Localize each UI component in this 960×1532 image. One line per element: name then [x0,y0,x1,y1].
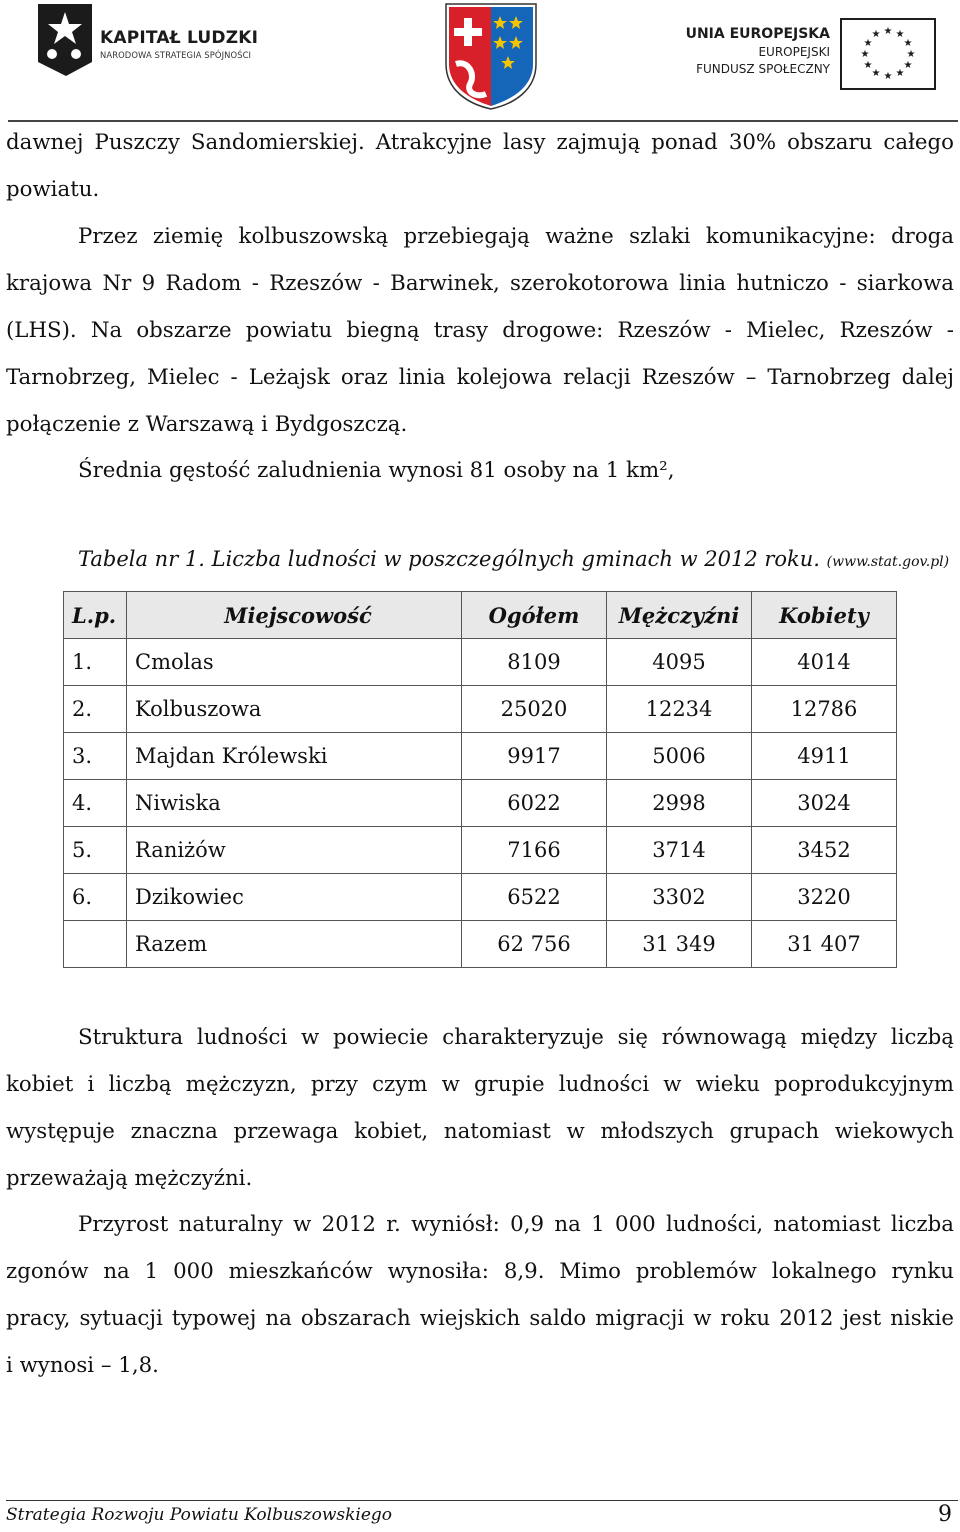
table-cell: 2998 [607,780,752,827]
kapital-ludzki-subtitle: NARODOWA STRATEGIA SPÓJNOŚCI [100,50,252,60]
column-header: Kobiety [752,592,897,639]
svg-text:★: ★ [871,29,881,40]
table-row [64,733,897,780]
coat-of-arms-icon [442,2,540,110]
footer-title: Strategia Rozwoju Powiatu Kolbuszowskiego [6,1505,393,1525]
column-header: L.p. [64,592,127,639]
text-line: zgonów na 1 000 mieszkańców wynosiła: 8,9. Mimo problemów lokalnego rynku [6,1259,954,1284]
table-cell: 3220 [752,874,897,921]
table-row [64,827,897,874]
text-line: przeważają mężczyźni. [6,1166,253,1191]
table-cell: Raniżów [127,827,462,874]
table-cell: 4014 [752,639,897,686]
svg-text:★: ★ [860,49,870,60]
text-line: Przez ziemię kolbuszowską przebiegają ważne szlaki komunikacyjne: droga [78,224,954,249]
table-total-row [64,921,897,968]
column-header: Mężczyźni [607,592,752,639]
eu-fund-line2: FUNDUSZ SPOŁECZNY [696,62,830,76]
text-line: dawnej Puszczy Sandomierskiej. Atrakcyjne lasy zajmują ponad 30% obszaru całego [6,130,954,155]
svg-text:★: ★ [863,60,873,71]
table-source: (www.stat.gov.pl) [826,554,950,570]
text-line: Struktura ludności w powiecie charakteryzuje się równowagą między liczbą [78,1025,954,1050]
table-cell: 3024 [752,780,897,827]
table-cell: 5. [64,827,127,874]
text-line: powiatu. [6,177,100,202]
text-line: występuje znaczna przewaga kobiet, natomiast w młodszych grupach wiekowych [6,1119,954,1144]
svg-text:★: ★ [903,38,913,49]
text-line: Tarnobrzeg, Mielec - Leżajsk oraz linia kolejowa relacji Rzeszów – Tarnobrzeg dalej [6,365,954,390]
population-table [63,591,897,968]
table-cell: 6522 [462,874,607,921]
text-line: i wynosi – 1,8. [6,1353,159,1378]
table-cell: 12234 [607,686,752,733]
svg-text:★: ★ [895,68,905,79]
table-row [64,874,897,921]
table-cell: 4911 [752,733,897,780]
table-cell: 3452 [752,827,897,874]
svg-text:★: ★ [871,68,881,79]
table-cell: Cmolas [127,639,462,686]
table-cell: 6022 [462,780,607,827]
paragraph-growth [6,1201,954,1389]
page-header [0,0,960,118]
text-line: Średnia gęstość zaludnienia wynosi 81 osoby na 1 km², [78,458,675,483]
paragraph-transport [6,213,954,448]
table-cell: 4. [64,780,127,827]
column-header: Ogółem [462,592,607,639]
eu-title: UNIA EUROPEJSKA [685,26,830,42]
kapital-ludzki-logo [34,4,274,76]
paragraph-forests [6,119,954,213]
table-cell: 1. [64,639,127,686]
table-cell: 3. [64,733,127,780]
table-cell: Dzikowiec [127,874,462,921]
table-cell: 31 349 [607,921,752,968]
table-cell: 3714 [607,827,752,874]
text-line: kobiet i liczbą mężczyzn, przy czym w grupie ludności w wieku poprodukcyjnym [6,1072,954,1097]
table-caption [78,547,949,571]
kapital-ludzki-emblem-icon [34,4,96,76]
table-cell: Niwiska [127,780,462,827]
table-cell: 62 756 [462,921,607,968]
table-row [64,639,897,686]
kapital-ludzki-title: KAPITAŁ LUDZKI [100,28,259,48]
footer-divider [6,1500,958,1501]
table-cell: Majdan Królewski [127,733,462,780]
column-header: Miejscowość [127,592,462,639]
table-header-row [64,592,897,639]
paragraph-structure [6,1014,954,1202]
eu-flag-icon [840,18,936,90]
eu-logo [685,18,940,94]
table-cell: 7166 [462,827,607,874]
svg-text:★: ★ [895,29,905,40]
table-cell: 2. [64,686,127,733]
svg-text:★: ★ [883,26,893,37]
table-cell: Razem [127,921,462,968]
table-cell: 9917 [462,733,607,780]
table-row [64,780,897,827]
table-cell: 12786 [752,686,897,733]
text-line: połączenie z Warszawą i Bydgoszczą. [6,412,408,437]
text-line: (LHS). Na obszarze powiatu biegną trasy drogowe: Rzeszów - Mielec, Rzeszów - [6,318,954,343]
text-line: krajowa Nr 9 Radom - Rzeszów - Barwinek, szerokotorowa linia hutniczo - siarkowa [6,271,954,296]
table-cell: 6. [64,874,127,921]
text-line: pracy, sytuacji typowej na obszarach wiejskich saldo migracji w roku 2012 jest niskie [6,1306,954,1331]
svg-text:★: ★ [903,60,913,71]
svg-text:★: ★ [863,38,873,49]
table-caption-text: Tabela nr 1. Liczba ludności w poszczególnych gminach w 2012 roku. [78,547,820,571]
table-cell: 5006 [607,733,752,780]
page-number: 9 [938,1502,952,1527]
eu-fund-line1: EUROPEJSKI [758,45,830,59]
paragraph-density [6,447,954,494]
svg-text:★: ★ [883,71,893,82]
text-line: Przyrost naturalny w 2012 r. wyniósł: 0,9 na 1 000 ludności, natomiast liczba [78,1212,954,1237]
table-cell: 4095 [607,639,752,686]
table-cell: 31 407 [752,921,897,968]
table-cell: 3302 [607,874,752,921]
table-cell: 8109 [462,639,607,686]
svg-text:★: ★ [906,49,916,60]
table-row [64,686,897,733]
table-cell: 25020 [462,686,607,733]
table-cell: Kolbuszowa [127,686,462,733]
table-cell [64,921,127,968]
